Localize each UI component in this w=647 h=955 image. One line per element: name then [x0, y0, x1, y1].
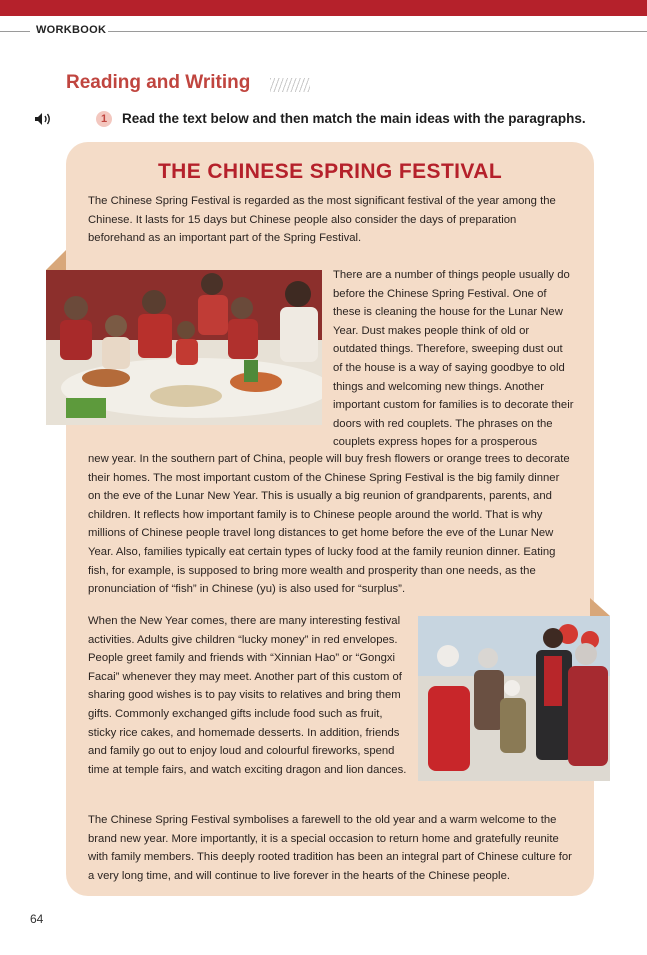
- title-hatch-decoration: [270, 78, 310, 92]
- speaker-icon[interactable]: [34, 112, 54, 126]
- paragraph-4: The Chinese Spring Festival symbolises a farewell to the old year and a warm welcome to the brand new year. More importantly, it is a special occasion to return home and gratefully reunite with family members. This deeply rooted tradition has been an integral part of Chinese culture for a very long time, and will continue to live forever in the hearts of the Chinese people.: [88, 814, 572, 882]
- top-color-bar: [0, 0, 647, 16]
- paragraph-2-continued: new year. In the southern part of China, people will buy fresh flowers or orange trees to decorate their homes. The most important custom of the Chinese Spring Festival is the big family dinner on the eve of the Lunar New Year. This is usually a big reunion of grandparents, parents, and children. It reflects how important family is to Chinese people around the world. That is why millions of Chinese people travel long distances to get home before the eve of the Lunar New Year. Also, families typically eat certain types of lucky food at the family reunion dinner. Eating fish, for example, is supposed to bring more wealth and prosperity than one needs, as the pronunciation of “fish” in Chinese (yu) is also used for “surplus”.: [88, 453, 570, 596]
- exercise-number: 1: [96, 111, 112, 127]
- paragraph-3: When the New Year comes, there are many interesting festival activities. Adults give children “lucky money” in red envelopes. People greet family and friends with “Xinnian Hao” or “Gongxi Facai” whenever they may meet. Another part of this custom of sharing good wishes is to pay visits to relatives and bring them gifts. Commonly exchanged gifts include food such as fruit, sticky rice cakes, and homemade desserts. In addition, friends and family go out to enjoy loud and colourful fireworks, spend time at temple fairs, and watch exciting dragon and lion dances.: [88, 615, 407, 776]
- header-rule-right: [108, 31, 647, 32]
- photo-fold-corner-right: [590, 598, 610, 616]
- paragraph-1: The Chinese Spring Festival is regarded as the most significant festival of the year among the Chinese. It lasts for 15 days but Chinese people also consider the days of preparation beforehand as an important part of the Spring Festival.: [88, 195, 556, 245]
- article-title: THE CHINESE SPRING FESTIVAL: [157, 160, 503, 183]
- workbook-header: [0, 22, 647, 40]
- paragraph-2-top: There are a number of things people usually do before the Chinese Spring Festival. One of these is cleaning the house for the Lunar New Year. Dust makes people think of old or outdated things. Therefore, sweeping dust out of the house is a way of saying goodbye to old things and welcoming new things. Another important custom for families is to decorate their doors with red couplets. The phrases on the couplets express hopes for a prosperous: [333, 269, 574, 449]
- workbook-label: WORKBOOK: [36, 24, 107, 36]
- instruction-text: Read the text below and then match the main ideas with the paragraphs.: [122, 111, 586, 126]
- section-title: Reading and Writing: [66, 72, 251, 93]
- new-year-greeting-photo: [418, 616, 610, 781]
- header-rule-left: [0, 31, 30, 32]
- exercise-instruction: [34, 110, 644, 130]
- photo-fold-corner-left: [46, 250, 66, 270]
- page-number: 64: [30, 912, 44, 926]
- family-dinner-photo: [46, 270, 322, 425]
